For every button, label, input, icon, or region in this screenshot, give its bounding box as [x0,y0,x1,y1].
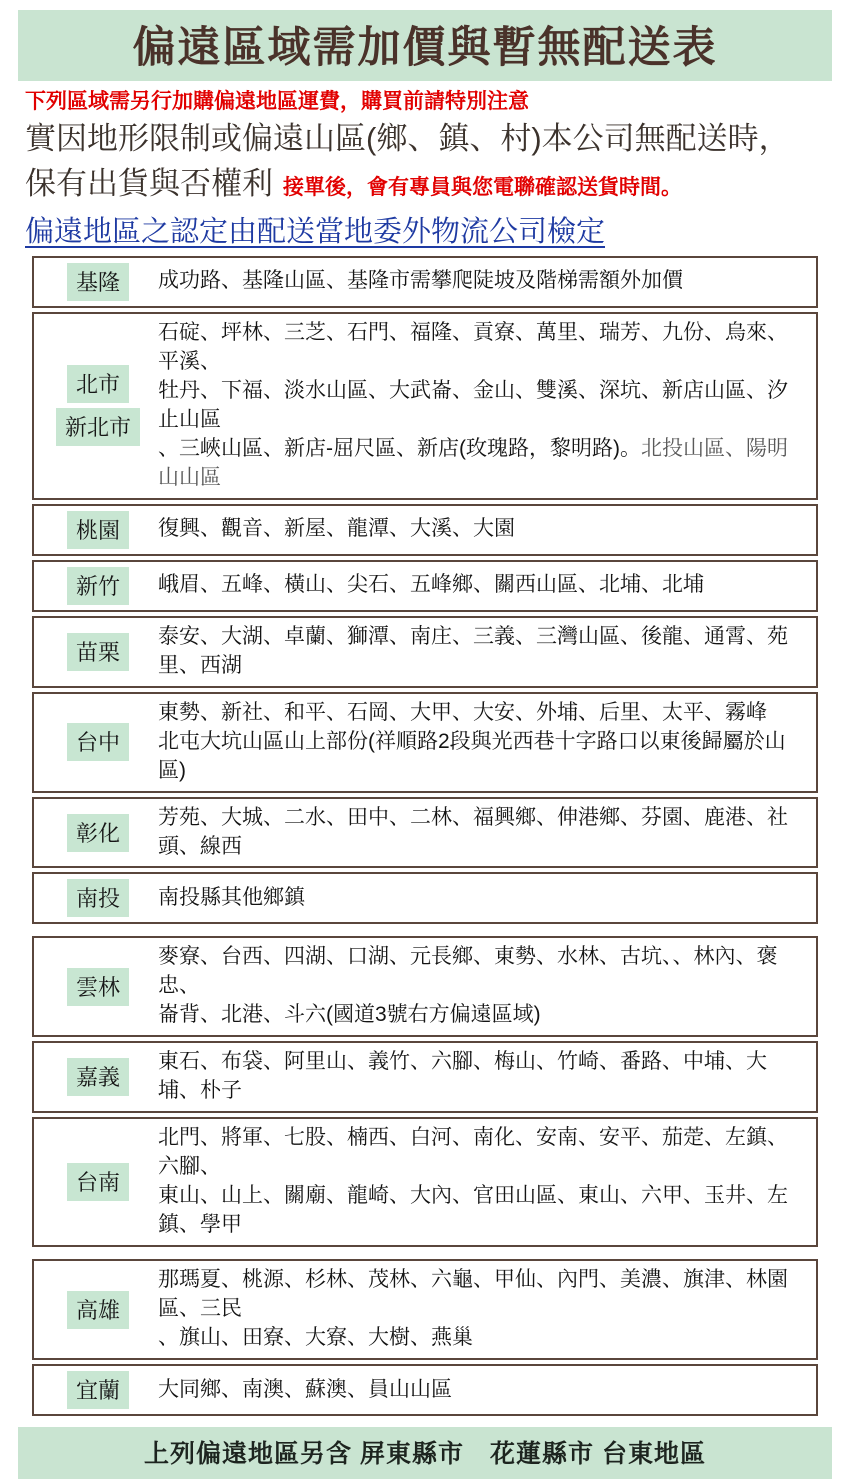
region-areas-text [150,1266,808,1353]
region-areas-line [158,1376,808,1405]
region-areas-line [158,267,808,296]
region-areas-segment: 復興、觀音、新屋、龍潭、大溪、大園 [158,517,515,541]
region-areas-line [158,804,808,862]
region-areas-line [158,1001,808,1030]
region-areas-text [150,1124,808,1240]
region-label: 彰化 [67,814,129,852]
region-areas-line [158,319,808,377]
statement-line2-main: 保有出貨與否權利 [25,165,273,201]
title-banner [18,10,832,81]
table-row [32,1364,818,1416]
region-label-column [46,968,150,1006]
region-label: 高雄 [67,1291,129,1329]
statement-line1: 實因地形限制或偏遠山區(鄉、鎮、村)本公司無配送時， [25,121,790,156]
statement-line2 [25,162,850,207]
region-areas-line [158,435,808,493]
region-areas-segment: 崙背、北港、斗六(國道3號右方偏遠區域) [158,1003,541,1027]
region-areas-segment: 、三峽山區、新店-屈尺區、新店(玫瑰路，黎明路)。 [158,436,641,460]
region-areas-text [150,267,808,296]
region-label: 台南 [67,1163,129,1201]
region-label-column [46,567,150,605]
region-label: 苗栗 [67,633,129,671]
table-row [32,504,818,556]
region-areas-segment: 石碇、坪林、三芝、石門、福隆、貢寮、萬里、瑞芳、九份、烏來、平溪、 [158,320,788,373]
table-row [32,872,818,924]
table-row [32,936,818,1037]
region-label-column [46,723,150,761]
region-label-column [46,263,150,301]
table-row [32,1041,818,1113]
region-areas-line [158,1124,808,1182]
region-label: 南投 [67,879,129,917]
region-label-column [46,1291,150,1329]
footer-banner [18,1427,832,1479]
table-row [32,256,818,308]
region-areas-line [158,699,808,728]
table-row [32,1117,818,1247]
region-label: 桃園 [67,511,129,549]
region-areas-text [150,1376,808,1405]
region-areas-muted-segment: 北投山區、陽明山山區 [158,436,788,489]
region-areas-line [158,1182,808,1240]
region-areas-line [158,377,808,435]
region-areas-line [158,884,808,913]
region-areas-line [158,1324,808,1353]
region-label-column [46,1371,150,1409]
region-areas-segment: 北屯大坑山區山上部份(祥順路2段與光西巷十字路口以東後歸屬於山區) [158,729,786,782]
region-label: 台中 [67,723,129,761]
region-label: 嘉義 [67,1058,129,1096]
region-areas-segment: 成功路、基隆山區、基隆市需攀爬陡坡及階梯需額外加價 [158,269,683,293]
region-areas-segment: 、旗山、田寮、大寮、大樹、燕巢 [158,1326,473,1350]
region-label: 北市 [67,365,129,403]
red-notice: 下列區域需另行加購偏遠地區運費，購買前請特別注意 [25,89,529,113]
region-areas-text [150,319,808,493]
delivery-statement [25,117,850,207]
region-label: 新北市 [56,408,140,446]
region-table [32,256,818,1416]
region-areas-text [150,623,808,681]
table-row [32,797,818,869]
page-title: 偏遠區域需加價與暫無配送表 [132,24,718,72]
region-areas-text [150,943,808,1030]
region-areas-line [158,1266,808,1324]
table-row [32,312,818,500]
table-row [32,560,818,612]
region-areas-text [150,699,808,786]
region-areas-line [158,571,808,600]
region-areas-text [150,1048,808,1106]
region-areas-segment: 大同鄉、南澳、蘇澳、員山山區 [158,1377,452,1401]
region-areas-line [158,1048,808,1106]
region-areas-line [158,943,808,1001]
region-areas-text [150,571,808,600]
region-label: 新竹 [67,567,129,605]
region-label-column [46,511,150,549]
region-areas-segment: 那瑪夏、桃源、杉林、茂林、六龜、甲仙、內門、美濃、旗津、林園區、三民 [158,1268,788,1321]
region-areas-text [150,804,808,862]
region-label: 基隆 [67,263,129,301]
region-label-column [46,1163,150,1201]
region-areas-segment: 東山、山上、關廟、龍崎、大內、官田山區、東山、六甲、玉井、左鎮、學甲 [158,1184,788,1237]
region-areas-segment: 峨眉、五峰、橫山、尖石、五峰鄉、關西山區、北埔、北埔 [158,573,704,597]
region-areas-segment: 北門、將軍、七股、楠西、白河、南化、安南、安平、茄萣、左鎮、六腳、 [158,1126,788,1179]
region-areas-segment: 南投縣其他鄉鎮 [158,885,305,909]
region-areas-segment: 牡丹、下福、淡水山區、大武崙、金山、雙溪、深坑、新店山區、汐止山區 [158,378,788,431]
region-areas-segment: 麥寮、台西、四湖、口湖、元長鄉、東勢、水林、古坑、、林內、褒忠、 [158,945,778,998]
table-row [32,692,818,793]
region-label: 雲林 [67,968,129,1006]
region-label-column [46,814,150,852]
region-areas-segment: 芳苑、大城、二水、田中、二林、福興鄉、伸港鄉、芬園、鹿港、社頭、線西 [158,805,788,858]
statement-line2-red: 接單後，會有專員與您電聯確認送貨時間。 [283,174,682,199]
table-row [32,1259,818,1360]
region-label-column [46,1058,150,1096]
region-areas-text [150,515,808,544]
table-row [32,616,818,688]
region-areas-line [158,623,808,681]
region-areas-segment: 東勢、新社、和平、石岡、大甲、大安、外埔、后里、太平、霧峰 [158,700,767,724]
footer-text: 上列偏遠地區另含 屏東縣市 花蓮縣市 台東地區 [144,1440,706,1469]
region-label-column [46,633,150,671]
region-areas-segment: 東石、布袋、阿里山、義竹、六腳、梅山、竹崎、番路、中埔、大埔、朴子 [158,1050,767,1103]
region-label-column [46,879,150,917]
region-areas-segment: 泰安、大湖、卓蘭、獅潭、南庄、三義、三灣山區、後龍、通霄、苑里、西湖 [158,624,788,677]
region-label: 宜蘭 [67,1371,129,1409]
region-areas-line [158,515,808,544]
region-areas-text [150,884,808,913]
region-label-column [46,365,150,446]
region-areas-line [158,728,808,786]
blue-definition-line: 偏遠地區之認定由配送當地委外物流公司檢定 [25,215,606,248]
